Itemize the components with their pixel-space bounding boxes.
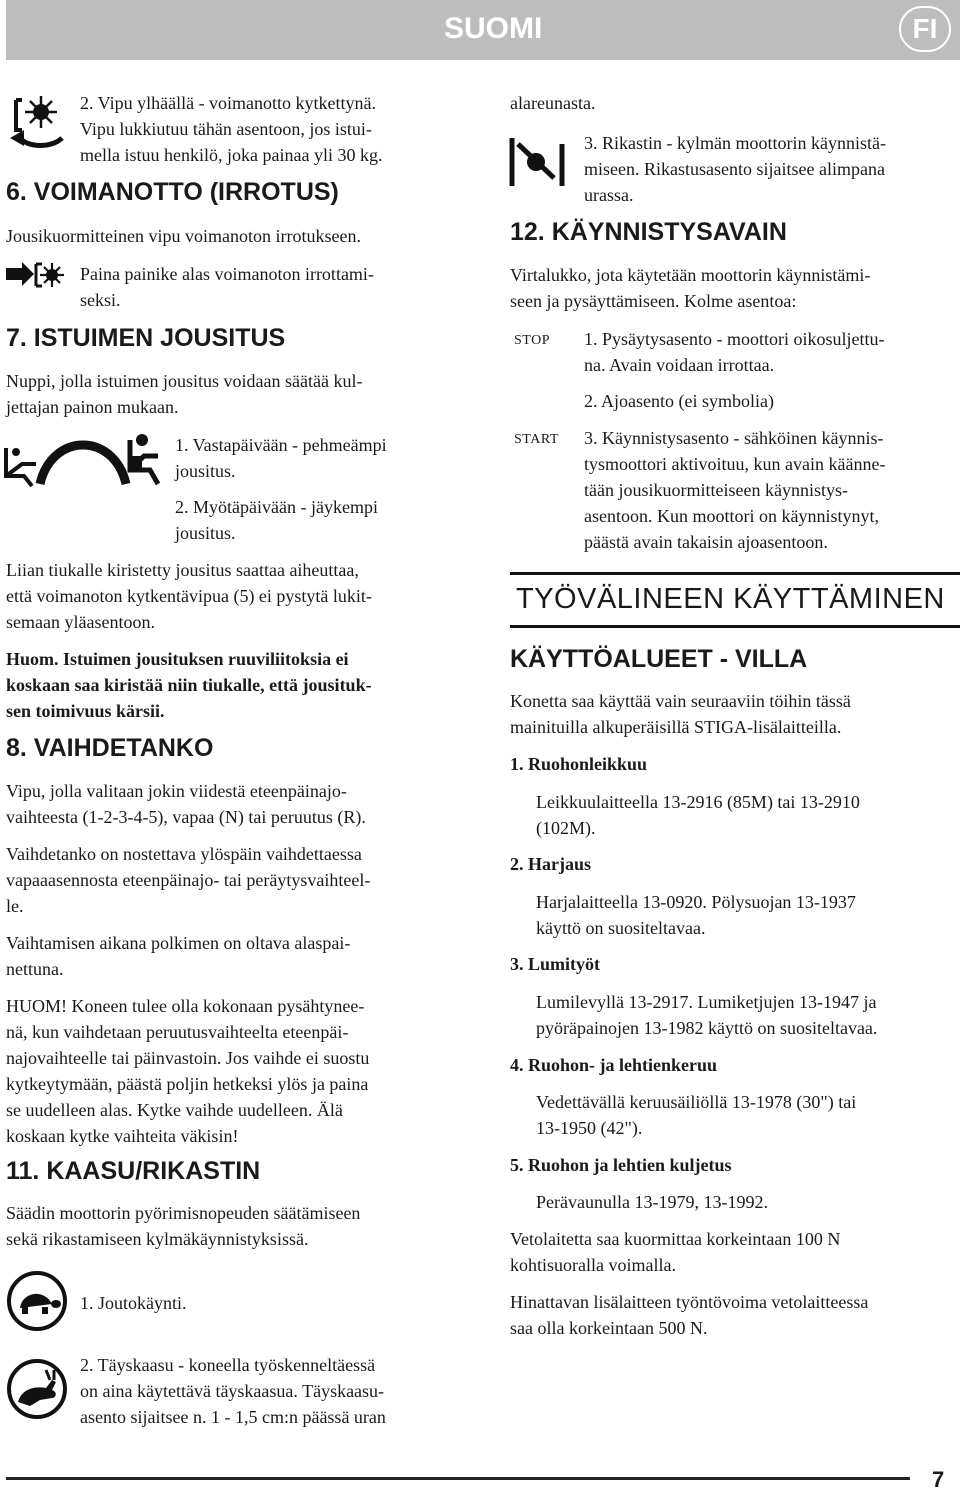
p7-line2: jettajan painon mukaan. [6, 397, 179, 417]
k1-line1: 1. Pysäytysasento - moottori oikosuljettu- [584, 329, 885, 349]
item2-line2: Vipu lukkiutuu tähän asentoon, jos istui- [80, 119, 372, 139]
section-title: TYÖVÄLINEEN KÄYTTÄMINEN [516, 583, 945, 615]
p12-line2: seen ja pysäyttämiseen. Kolme asentoa: [510, 291, 797, 311]
p7-line1: Nuppi, jolla istuimen jousitus voidaan säätää kul- [6, 371, 363, 391]
use1-line1: Leikkuulaitteella 13-2916 (85M) tai 13-2910 [536, 792, 860, 812]
p12-line1: Virtalukko, jota käytetään moottorin käynnistämi- [510, 265, 871, 285]
k3-line1: 3. Käynnistysasento - sähköinen käynnis- [584, 428, 884, 448]
p7a-line2: jousitus. [175, 461, 236, 481]
choke-icon [508, 134, 570, 192]
p7d-line1: Huom. Istuimen jousituksen ruuviliitoksia ei [6, 649, 349, 669]
k3-line2: tysmoottori aktivoituu, kun avain käänne- [584, 454, 886, 474]
p6b-line2: seksi. [80, 290, 121, 310]
p8d-line4: kytkeytymään, päästä poljin hetkeksi ylös ja paina [6, 1074, 369, 1094]
use4-title: 4. Ruohon- ja lehtienkeruu [510, 1055, 718, 1075]
p6b-line1: Paina painike alas voimanoton irrottami- [80, 264, 374, 284]
pArea-line2: mainituilla alkuperäisillä STIGA-lisälaitteilla. [510, 717, 842, 737]
p8a-line2: vaihteesta (1-2-3-4-5), vapaa (N) tai peruutus (R). [6, 807, 366, 827]
use2-line2: käyttö on suositeltavaa. [536, 918, 706, 938]
use4-line2: 13-1950 (42"). [536, 1118, 643, 1138]
p6: Jousikuormitteinen vipu voimanoton irrotukseen. [6, 226, 361, 246]
k3-line4: asentoon. Kun moottori on käynnistynyt, [584, 506, 879, 526]
footer-rule [6, 1477, 910, 1480]
p7d-line2: koskaan saa kiristää niin tiukalle, että jousituk- [6, 675, 372, 695]
heading-vaihdetanko: 8. VAIHDETANKO [6, 734, 214, 762]
p7d-line3: sen toimivuus kärsii. [6, 701, 165, 721]
pArea-line1: Konetta saa käyttää vain seuraaviin töihin tässä [510, 691, 851, 711]
item2-line3: mella istuu henkilö, joka painaa yli 30 kg. [80, 145, 383, 165]
use3-line2: pyöräpainojen 13-1982 käyttö on suositeltavaa. [536, 1018, 878, 1038]
p8d-line3: najovaihteelle tai päinvastoin. Jos vaihde ei suostu [6, 1048, 370, 1068]
heading-voimanotto: 6. VOIMANOTTO (IRROTUS) [6, 178, 339, 206]
cont-alareunasta: alareunasta. [510, 93, 596, 113]
pto-disengage-icon [6, 260, 70, 290]
language-title: SUOMI [444, 12, 543, 45]
p10-line2: saa olla korkeintaan 500 N. [510, 1318, 708, 1338]
p8c-line2: nettuna. [6, 959, 64, 979]
heading-kayttoalueet: KÄYTTÖALUEET - VILLA [510, 645, 808, 673]
p9-line2: kohtisuoralla voimalla. [510, 1255, 676, 1275]
use1-line2: (102M). [536, 818, 596, 838]
stop-label: STOP [514, 333, 550, 348]
use2-title: 2. Harjaus [510, 854, 591, 874]
p10-line1: Hinattavan lisälaitteen työntövoima vetolaitteessa [510, 1292, 869, 1312]
use3-line1: Lumilevyllä 13-2917. Lumiketjujen 13-1947 ja [536, 992, 877, 1012]
k1-line2: na. Avain voidaan irrottaa. [584, 355, 775, 375]
heading-kaasu-rikastin: 11. KAASU/RIKASTIN [6, 1157, 261, 1185]
p7b-line2: jousitus. [175, 523, 236, 543]
p3-line3: urassa. [584, 185, 634, 205]
p8d-line1: HUOM! Koneen tulee olla kokonaan pysähtynee- [6, 996, 365, 1016]
p7c-line3: semaan yläasentoon. [6, 612, 155, 632]
use3-title: 3. Lumityöt [510, 954, 600, 974]
start-label: START [514, 432, 559, 447]
k3-line5: päästä avain takaisin ajoasentoon. [584, 532, 828, 552]
use4-line1: Vedettävällä keruusäiliöllä 13-1978 (30") tai [536, 1092, 857, 1112]
p8d-line6: koskaan kytke vaihteita väkisin! [6, 1126, 239, 1146]
p11b-line3: asento sijaitsee n. 1 - 1,5 cm:n päässä uran [80, 1407, 386, 1427]
p8b-line2: vapaaasennosta eteenpäinajo- tai peräytysvaihteel- [6, 870, 371, 890]
language-badge: FI [899, 6, 951, 52]
p7c-line1: Liian tiukalle kiristetty jousitus saattaa aiheuttaa, [6, 560, 359, 580]
p11-line1: Säädin moottorin pyörimisnopeuden säätämiseen [6, 1203, 361, 1223]
k3-line3: tään jousikuormitteiseen käynnistys- [584, 480, 848, 500]
p3-line1: 3. Rikastin - kylmän moottorin käynnistä- [584, 133, 886, 153]
p8b-line3: le. [6, 896, 24, 916]
p8b-line1: Vaihdetanko on nostettava ylöspäin vaihdettaessa [6, 844, 362, 864]
p7a-line1: 1. Vastapäivään - pehmeämpi [175, 435, 387, 455]
p11a: 1. Joutokäynti. [80, 1293, 187, 1313]
p7b-line1: 2. Myötäpäivään - jäykempi [175, 497, 378, 517]
item2-line1: 2. Vipu ylhäällä - voimanotto kytkettynä. [80, 93, 377, 113]
seat-suspension-icon [2, 426, 164, 490]
p8d-line5: se uudelleen alas. Kytke vaihde uudelleen. Älä [6, 1100, 343, 1120]
use1-title: 1. Ruohonleikkuu [510, 754, 648, 774]
p11b-line2: on aina käytettävä täyskaasua. Täyskaasu- [80, 1381, 385, 1401]
use5-title: 5. Ruohon ja lehtien kuljetus [510, 1155, 732, 1175]
p8c-line1: Vaihtamisen aikana polkimen on oltava alaspai- [6, 933, 351, 953]
use5-line1: Perävaunulla 13-1979, 13-1992. [536, 1192, 768, 1212]
page-header [6, 0, 960, 60]
page-number: 7 [932, 1467, 945, 1492]
p11b-line1: 2. Täyskaasu - koneella työskenneltäessä [80, 1355, 376, 1375]
p7c-line2: että voimanoton kytkentävipua (5) ei pystytä lukit- [6, 586, 372, 606]
turtle-icon [6, 1270, 68, 1332]
p3-line2: miseen. Rikastusasento sijaitsee alimpana [584, 159, 885, 179]
hare-icon [6, 1358, 68, 1420]
heading-kaynnistysavain: 12. KÄYNNISTYSAVAIN [510, 218, 787, 246]
p8a-line1: Vipu, jolla valitaan jokin viidestä eteenpäinajo- [6, 781, 347, 801]
pto-engaged-icon [8, 92, 70, 150]
section-title-box [510, 572, 960, 628]
heading-istuimen-jousitus: 7. ISTUIMEN JOUSITUS [6, 324, 286, 352]
p9-line1: Vetolaitetta saa kuormittaa korkeintaan 100 N [510, 1229, 841, 1249]
use2-line1: Harjalaitteella 13-0920. Pölysuojan 13-1937 [536, 892, 856, 912]
p8d-line2: nä, kun vaihdetaan peruutusvaihteelta eteenpäi- [6, 1022, 349, 1042]
p11-line2: sekä rikastamiseen kylmäkäynnistyksissä. [6, 1229, 309, 1249]
k2: 2. Ajoasento (ei symbolia) [584, 391, 774, 411]
